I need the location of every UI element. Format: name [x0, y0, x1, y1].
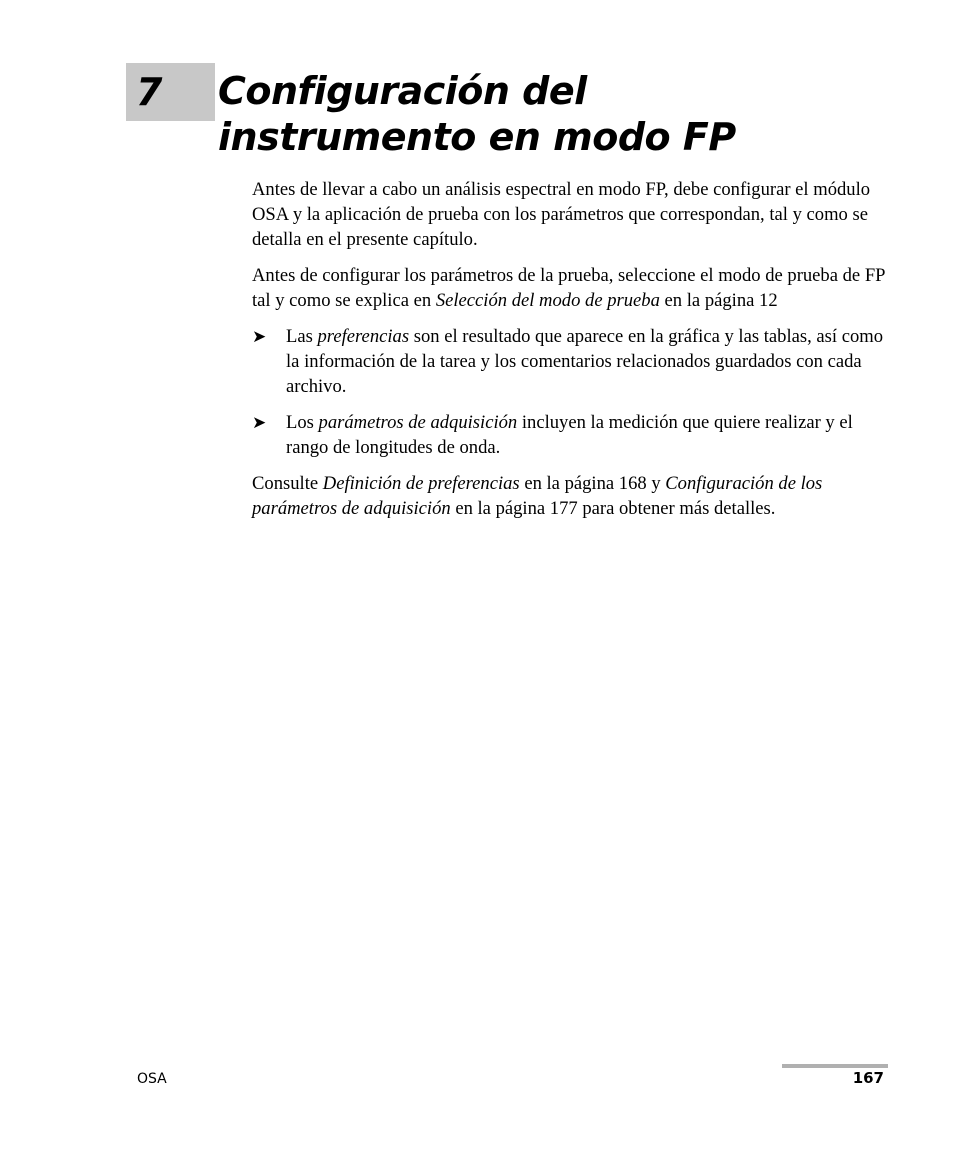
reference-paragraph: Consulte Definición de preferencias en la página 168 y Configuración de los parámetros de adquisición en la página 177 para obtener más detalles. [252, 473, 823, 519]
list-item-acquisition-parameters: ➤ Los parámetros de adquisición incluyen la medición que quiere realizar y el rango de longitudes de onda. [252, 412, 853, 458]
page-number: 167 [852, 1069, 884, 1087]
footer-product-name: OSA [137, 1071, 167, 1087]
bullet-arrow-icon: ➤ [252, 327, 267, 347]
chapter-number-box [126, 63, 215, 121]
link-acquisition-configuration[interactable]: Configuración de los parámetros de adquisición [252, 473, 823, 519]
chapter-title-line-1: Configuración del [218, 69, 587, 113]
link-test-mode-selection[interactable]: Selección del modo de prueba [435, 290, 660, 311]
chapter-title [218, 68, 918, 160]
list-item-preferences: ➤ Las preferencias son el resultado que aparece en la gráfica y las tablas, así como la información de la tarea y los comentarios relacionados guardados con cada archivo. [252, 326, 884, 397]
term-preferences: preferencias [317, 326, 410, 347]
term-acquisition-parameters: parámetros de adquisición [318, 412, 518, 433]
mode-selection-paragraph: Antes de configurar los parámetros de la prueba, seleccione el modo de prueba de FP tal y como se explica en Selección del modo de prueba en la página 12 [252, 265, 885, 311]
body-content [252, 177, 892, 532]
footer-rule [782, 1064, 888, 1068]
chapter-number: 7 [136, 70, 163, 114]
link-defining-preferences[interactable]: Definición de preferencias [322, 473, 520, 494]
bullet-arrow-icon: ➤ [252, 413, 267, 433]
intro-paragraph: Antes de llevar a cabo un análisis espectral en modo FP, debe configurar el módulo OSA y la aplicación de prueba con los parámetros que correspondan, tal y como se detalla en el presente capítulo. [252, 179, 871, 250]
chapter-title-line-2: instrumento en modo FP [218, 115, 736, 159]
